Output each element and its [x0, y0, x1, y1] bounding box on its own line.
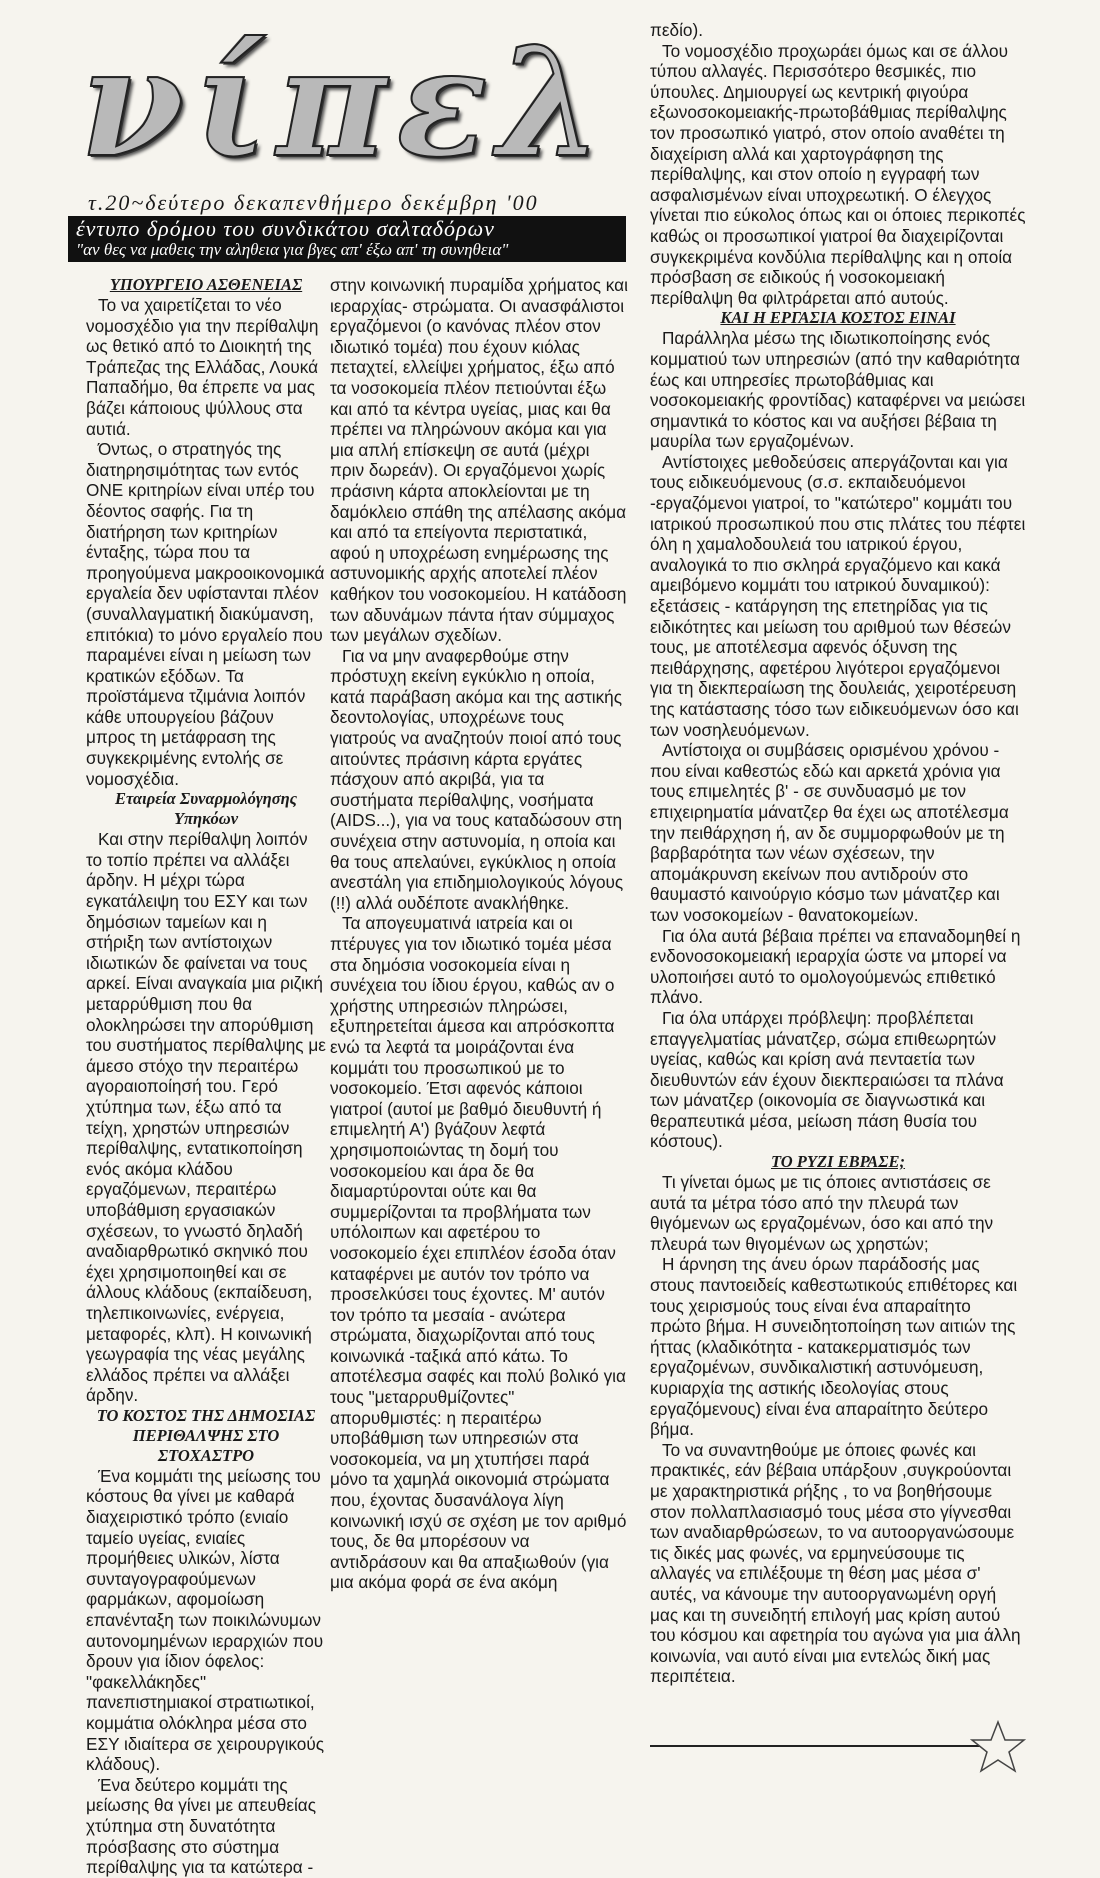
paragraph: Το να χαιρετίζεται το νέο νομοσχέδιο για την περίθαλψη ως θετικό από το Διοικητή της Τράπεζας της Ελλάδας, Λουκά Παπαδήμο, θα έπρεπε να μας βάζει κάποιους ψύλλους στα αυτιά.	[86, 295, 319, 439]
paragraph: στην κοινωνική πυραμίδα χρήματος και ιεραρχίας- στρώματα. Οι ανασφάλιστοι εργαζόμενοι (ο κανόνας πλέον στον ιδιωτικό τομέα) που έχουν κιόλας πεταχτεί, ελλείψει χρήματος, έξω από τα νοσοκομεία πλέον πετιούνται έξω και από τα κέντρα υγείας, μιας και θα πρέπει να πληρώνουν ακόμα και για μια απλή επίσκεψη σε αυτά (μέχρι πριν δωρεάν). Οι εργαζόμενοι χωρίς πράσινη κάρτα αποκλείονται με τη δαμόκλειο σπάθη της απέλασης ακόμα και από τα επείγοντα περιστατικά, αφού η υποχρέωση ενημέρωσης της αστυνομικής αρχής αποτελεί πλέον καθήκον του νοσοκομείου. Η κατάδοση των αδυνάμων πάντα ήταν σύμμαχος των μεγάλων σχεδίων.	[330, 275, 628, 646]
section-heading: ΤΟ ΚΟΣΤΟΣ ΤΗΣ ΔΗΜΟΣΙΑΣ ΠΕΡΙΘΑΛΨΗΣ ΣΤΟ ΣΤΟΧΑΣΤΡΟ	[96, 1405, 316, 1465]
masthead	[70, 15, 630, 198]
paragraph: Το νομοσχέδιο προχωράει όμως και σε άλλου τύπου αλλαγές. Περισσότερο θεσμικές, πιο ύπουλες. Δημιουργεί ως κεντρική φιγούρα εξωνοσοκομειακής-πρωτοβάθμιας περίθαλψης τον προσωπικό γιατρό, στον οποίο αναθέτει τη διαχείριση αλλά και χαρτογράφηση της περίθαλψης, και στον οποίο η εγγραφή των ασφαλισμένων είναι υποχρεωτική. Ο έλεγχος γίνεται πιο εύκολος όπως και οι όποιες περικοπές καθώς οι προσωπικοί γιατροί θα διαχειρίζονται συγκεκριμένα κονδύλια περίθαλψης και η οποία πρόσβαση σε ειδικούς ή νοσοκομειακή περίθαλψη θα φιλτράρεται από αυτούς.	[650, 40, 1026, 308]
tagline-primary: έντυπο δρόμου του συνδικάτου σαλταδόρων	[76, 216, 495, 241]
paragraph: Τα απογευματινά ιατρεία και οι πτέρυγες για τον ιδιωτικό τομέα μέσα στα δημόσια νοσοκομεία είναι η συνέχεια του ίδιου έργου, καθώς αν ο χρήστης υπηρεσιών πληρώσει, εξυπηρετείται άμεσα και απρόσκοπτα ενώ τα λεφτά τα μοιράζονται ένα κομμάτι του προσωπικού με το νοσοκομείο. Έτσι αφενός κάποιοι γιατροί (αυτοί με βαθμό διευθυντή ή επιμελητή Α') βγάζουν λεφτά χρησιμοποιώντας τη δομή του νοσοκομείου και άρα δε θα διαμαρτύρονται ούτε και θα συμμερίζονται τα προβλήματα των υπόλοιπων και αφετέρου το νοσοκομείο έχει επιπλέον έσοδα όταν καταφέρνει με αυτόν τον τρόπο να προσελκύσει τους έχοντες. Μ' αυτόν τον τρόπο τα μεσαία - ανώτερα στρώματα, διαχωρίζονται από τους κοινωνικά -ταξικά από κάτω. Το αποτέλεσμα σαφές και πολύ βολικό για τους "μεταρρυθμίζοντες" απορυθμιστές: η περαιτέρω υποβάθμιση των υπηρεσιών στα νοσοκομεία, να μη χτυπήσει παρά μόνο τα χαμηλά οικονομιά στρώματα που, έχοντας δυσανάλογα λίγη κοινωνική ισχύ σε σχέση με τον αριθμό τους, δε θα μπορέσουν να αντιδράσουν και θα απαξιωθούν (για μια ακόμα φορά σε ένα ακόμη	[330, 913, 627, 1593]
paragraph: Όντως, ο στρατηγός της διατηρησιμότητας των εντός ΟΝΕ κριτηρίων είναι υπέρ του δέοντος σαφής. Για τη διατήρηση των κριτηρίων ένταξης, τώρα που τα προηγούμενα μακροοικονομικά εργαλεία δεν υφίστανται πλέον (συναλλαγματική διακύμανση, επιτόκια) το μόνο εργαλείο που παραμένει είναι η μείωση των κρατικών εξόδων. Τα προϊστάμενα τζιμάνια λοιπόν κάθε υπουργείου βάζουν μπρος τη μετάφραση της συγκεκριμένης εντολής σε νομοσχέδια.	[86, 439, 325, 789]
article-column-3	[650, 20, 1026, 1687]
paragraph: Ένα κομμάτι της μείωσης του κόστους θα γίνει με καθαρά διαχειριστικό τρόπο (ενιαίο ταμείο υγείας, ενιαίες προμήθειες υλικών, λίστα συνταγογραφούμενων φαρμάκων, αφομοίωση επανένταξη των ποικιλώνυμων αυτονομημένων ιεραρχιών που δρουν για ίδιον όφελος: "φακελλάκηδες" πανεπιστημιακοί στρατιωτικοί, κομμάτια ολόκληρα μέσα στο ΕΣΥ ιδιαίτερα σε χειρουργικούς κλάδους).	[86, 1465, 325, 1775]
section-heading: ΤΟ ΡΥΖΙ ΕΒΡΑΣΕ;	[770, 1152, 906, 1172]
paragraph: Και στην περίθαλψη λοιπόν το τοπίο πρέπει να αλλάξει άρδην. Η μέχρι τώρα εγκατάλειψη του ΕΣΥ και των δημόσιων ταμείων και η στήριξη των αντίστοιχων ιδιωτικών δε φαίνεται να τους αρκεί. Είναι αναγκαία μια ριζική μεταρρύθμιση που θα ολοκληρώσει την απορύθμιση του συστήματος περίθαλψης με άμεσο στόχο την περαιτέρω αγοραιοποίησή του. Γερό χτύπημα των, έξω από τα τείχη, χρηστών υπηρεσιών περίθαλψης, εντατικοποίηση ενός ακόμα κλάδου εργαζόμενων, περαιτέρω υποβάθμιση εργασιακών σχέσεων, το γνωστό δηλαδή αναδιαρθρωτικό σκηνικό που έχει χρησιμοποιηθεί και σε άλλους κλάδους (εκπαίδευση, τηλεπικοινωνίες, ενέργεια, μεταφορές, κλπ). Η κοινωνική γεωγραφία της νέας μεγάλης ελλάδος πρέπει να αλλάξει άρδην.	[86, 829, 326, 1406]
paragraph: πεδίο).	[650, 20, 703, 40]
paragraph: Αντίστοιχες μεθοδεύσεις απεργάζονται και για τους ειδικευόμενους (σ.σ. εκπαιδευόμενοι -εργαζόμενοι γιατροί, το "κατώτερο" κομμάτι του ιατρικού προσωπικού που στις πλάτες του πέφτει όλη η χαμαλοδουλειά του ιατρικού έργου, αναλογικά το πιο σκληρά εργαζόμενο και κακά αμειβόμενο κομμάτι του ιατρικού δυναμικού): εξετάσεις - κατάργηση της επετηρίδας για τις ειδικότητες και μείωση του αριθμού των θέσεών τους, με αποτέλεσμα αφενός όξυνση της πειθάρχησης, αφετέρου λιγότεροι εργαζόμενοι για τη διεκπεραίωση της δουλειάς, χειροτέρευση της κατάστασης τόσο των ειδικευόμενων όσο και των νοσηλευόμενων.	[650, 451, 1026, 740]
paragraph: Τι γίνεται όμως με τις όποιες αντιστάσεις σε αυτά τα μέτρα τόσο από την πλευρά των θιγόμενων ως εργαζομένων, όσο και από την πλευρά των θιγομένων ως χρηστών;	[650, 1172, 994, 1254]
article-column-2	[330, 275, 628, 1593]
masthead-logo: νίπελ	[80, 15, 613, 191]
paragraph: Το να συναντηθούμε με όποιες φωνές και πρακτικές, εάν βέβαια υπάρξουν ,συγκρούονται με χαρακτηριστικά ρήξης , το να βοηθήσουμε στον πολλαπλασιασμό τους μέσα στο γίγνεσθαι των αναδιαρθρώσεων, το να αυτοοργανώσουμε τις δικές μας φωνές, να ερμηνεύσουμε τις αλλαγές να επιλέξουμε τη θέση μας μέσα σ' αυτές, να κάνουμε την αυτοοργανωμένη οργή μας και τη συνειδητή επιλογή μας κρίση αυτού του κόσμου και αφετηρία του αγώνα για μια άλλη κοινωνία, ναι αυτό είναι μια εντελώς δική μας περιπέτεια.	[650, 1439, 1021, 1687]
paragraph: Παράλληλα μέσω της ιδιωτικοποίησης ενός κομματιού των υπηρεσιών (από την καθαριότητα έως και υπηρεσίες πρωτοβάθμιας και νοσοκομειακής φροντίδας) καταφέρνει να μειώσει σημαντικά το κόστος και να αυξήσει βέβαια τη μαυρίλα των εργαζομένων.	[650, 328, 1026, 452]
paragraph: Η άρνηση της άνευ όρων παράδοσής μας στους παντοειδείς καθεστωτικούς επιθέτορες και τους χειρισμούς τους είναι ένα απαραίτητο πρώτο βήμα. Η συνειδητοποίηση των αιτιών της ήττας (κλαδικότητα - κατακερματισμός των εργαζομένων, συνδικαλιστική αστυνόμευση, κυριαρχία της αστικής ιδεολογίας στους εργαζόμενους) είναι ένα απαραίτητο δεύτερο βήμα.	[650, 1254, 1018, 1440]
paragraph: Για όλα υπάρχει πρόβλεψη: προβλέπεται επαγγελματίας μάνατζερ, σώμα επιθεωρητών υγείας, καθώς και κρίση ανά πενταετία των διευθυντών εάν έχουν διεκπεραιώσει τα πλάνα των μάνατζερ (οικονομία σε διαγνωστικά και θεραπευτικά μέσα, μείωση πάση θυσία του κόστους).	[650, 1007, 1004, 1152]
section-heading: Εταιρεία Συναρμολόγησης Υπηκόων	[114, 789, 298, 829]
paragraph: Για όλα αυτά βέβαια πρέπει να επαναδομηθεί η ενδονοσοκομειακή ιεραρχία ώστε να μπορεί να υλοποιήσει αυτό το ομολογούμενώς επιθετικό πλάνο.	[650, 925, 1021, 1008]
paragraph: Για να μην αναφερθούμε στην πρόστυχη εκείνη εγκύκλιο η οποία, κατά παράβαση ακόμα και της αστικής δεοντολογίας, υποχρέωνε τους γιατρούς να αναζητούν ποιοί από τους αιτούντες πράσινη κάρτα εργάτες πάσχουν από ακριβά, για τα συστήματα περίθαλψης, νοσήματα (AIDS...), για να τους καταδώσουν στη συνέχεια στην αστυνομία, η οποία και θα τους απελαύνει, εγκύκλιος η οποία ανεστάλη για επιδημιολογικούς λόγους (!!) αλλά ουδέποτε ανακλήθηκε.	[330, 645, 624, 913]
section-heading: ΚΑΙ Η ΕΡΓΑΣΙΑ ΚΟΣΤΟΣ ΕΙΝΑΙ	[720, 308, 956, 328]
article-column-1	[86, 275, 326, 1878]
paragraph: Αντίστοιχα οι συμβάσεις ορισμένου χρόνου - που είναι καθεστώς εδώ και αρκετά χρόνια για τους επιμελητές β' - σε συνδυασμό με τον επιχειρηματία μάνατζερ θα έχει ως αποτέλεσμα την πειθάρχηση ή, αν δε συμμορφωθούν με τη βαρβαρότητα των νέων σχέσεων, την απομάκρυνση εκείνων που αντιδρούν στο θαυμαστό καινούργιο κόσμο των μάνατζερ και των νοσοκομείων - θανατοκομείων.	[650, 740, 1009, 925]
issue-line: τ.20~δεύτερο δεκαπενθήμερο δεκέμβρη '00	[88, 190, 539, 215]
tagline-banner	[68, 216, 626, 262]
section-heading: ΥΠΟΥΡΓΕΙΟ ΑΣΘΕΝΕΙΑΣ	[109, 275, 303, 294]
star-icon	[968, 1718, 1028, 1778]
tagline-secondary: "αν θες να μαθεις την αληθεια για βγες απ' έξω απ' τη συνηθεια"	[76, 240, 509, 259]
end-rule	[650, 1745, 990, 1747]
paragraph: Ένα δεύτερο κομμάτι της μείωσης θα γίνει με απευθείας χτύπημα στη δυνατότητα πρόσβασης στο σύστημα περίθαλψης για τα κατώτερα -	[86, 1774, 317, 1878]
